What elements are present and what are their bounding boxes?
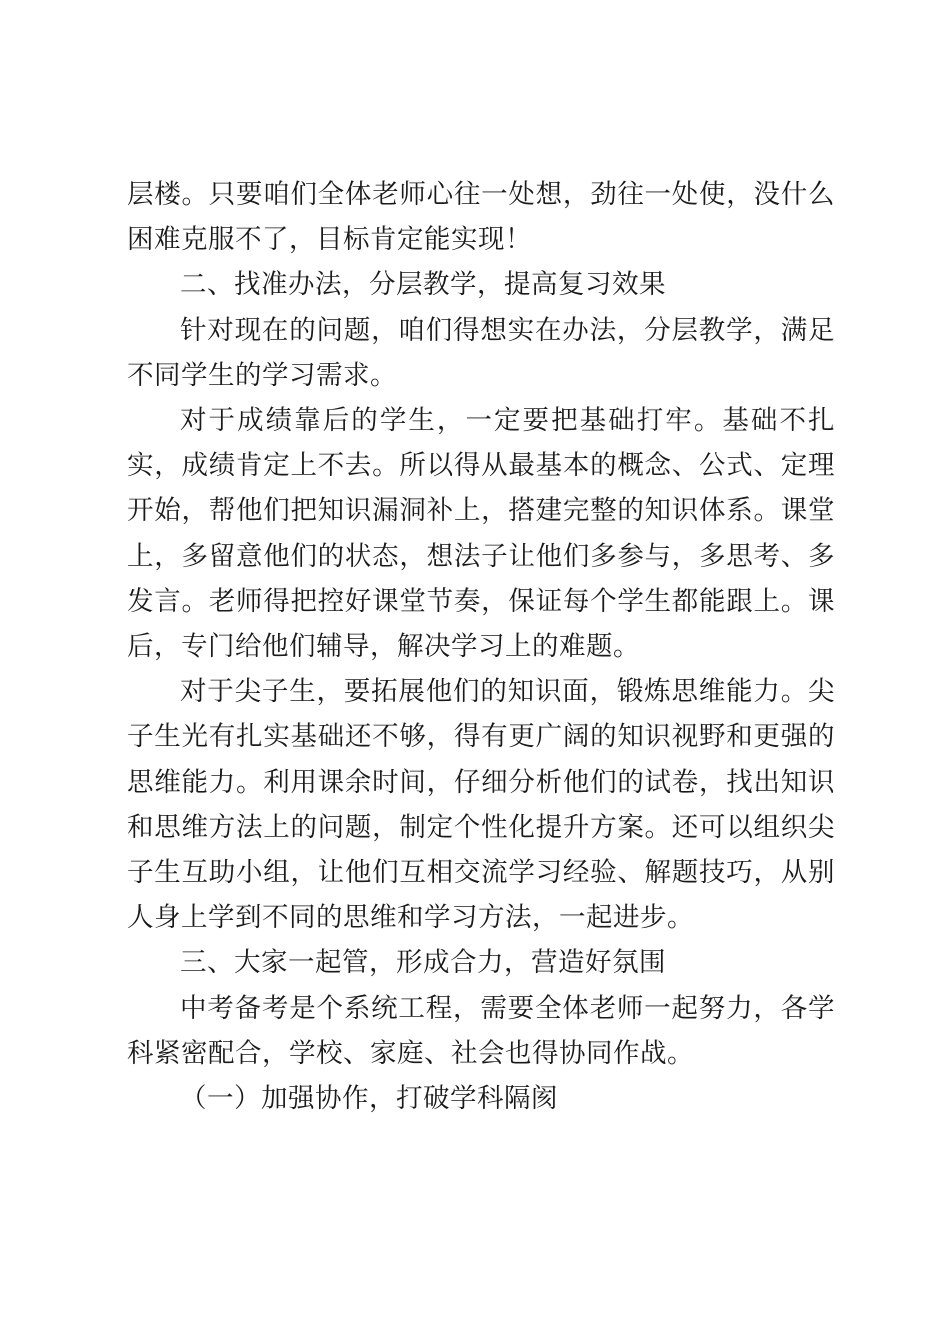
paragraph: 对于尖子生，要拓展他们的知识面，锻炼思维能力。尖子生光有扎实基础还不够，得有更广阔的知识视野和更强的思维能力。利用课余时间，仔细分析他们的试卷，找出知识和思维方法上的问题，制定个性化提升方案。还可以组织尖子生互助小组，让他们互相交流学习经验、解题技巧，从别人身上学到不同的思维和学习方法，一起进步。 — [127, 676, 835, 934]
paragraph: 对于成绩靠后的学生，一定要把基础打牢。基础不扎实，成绩肯定上不去。所以得从最基本的概念、公式、定理开始，帮他们把知识漏洞补上，搭建完整的知识体系。课堂上，多留意他们的状态，想法子让他们多参与，多思考、多发言。老师得把控好课堂节奏，保证每个学生都能跟上。课后，专门给他们辅导，解决学习上的难题。 — [127, 405, 835, 663]
subsection-heading-1: （一）加强协作，打破学科隔阂 — [180, 1083, 558, 1115]
paragraph: 中考备考是个系统工程，需要全体老师一起努力，各学科紧密配合，学校、家庭、社会也得协同作战。 — [127, 992, 835, 1069]
paragraph: 针对现在的问题，咱们得想实在办法，分层教学，满足不同学生的学习需求。 — [127, 314, 835, 391]
section-heading-3: 三、大家一起管，形成合力，营造好氛围 — [180, 947, 666, 979]
document-body — [127, 172, 835, 1121]
paragraph-continuation: 层楼。只要咱们全体老师心往一处想，劲往一处使，没什么困难克服不了，目标肯定能实现！ — [127, 179, 835, 256]
section-heading-2: 二、找准办法，分层教学，提高复习效果 — [180, 269, 666, 301]
